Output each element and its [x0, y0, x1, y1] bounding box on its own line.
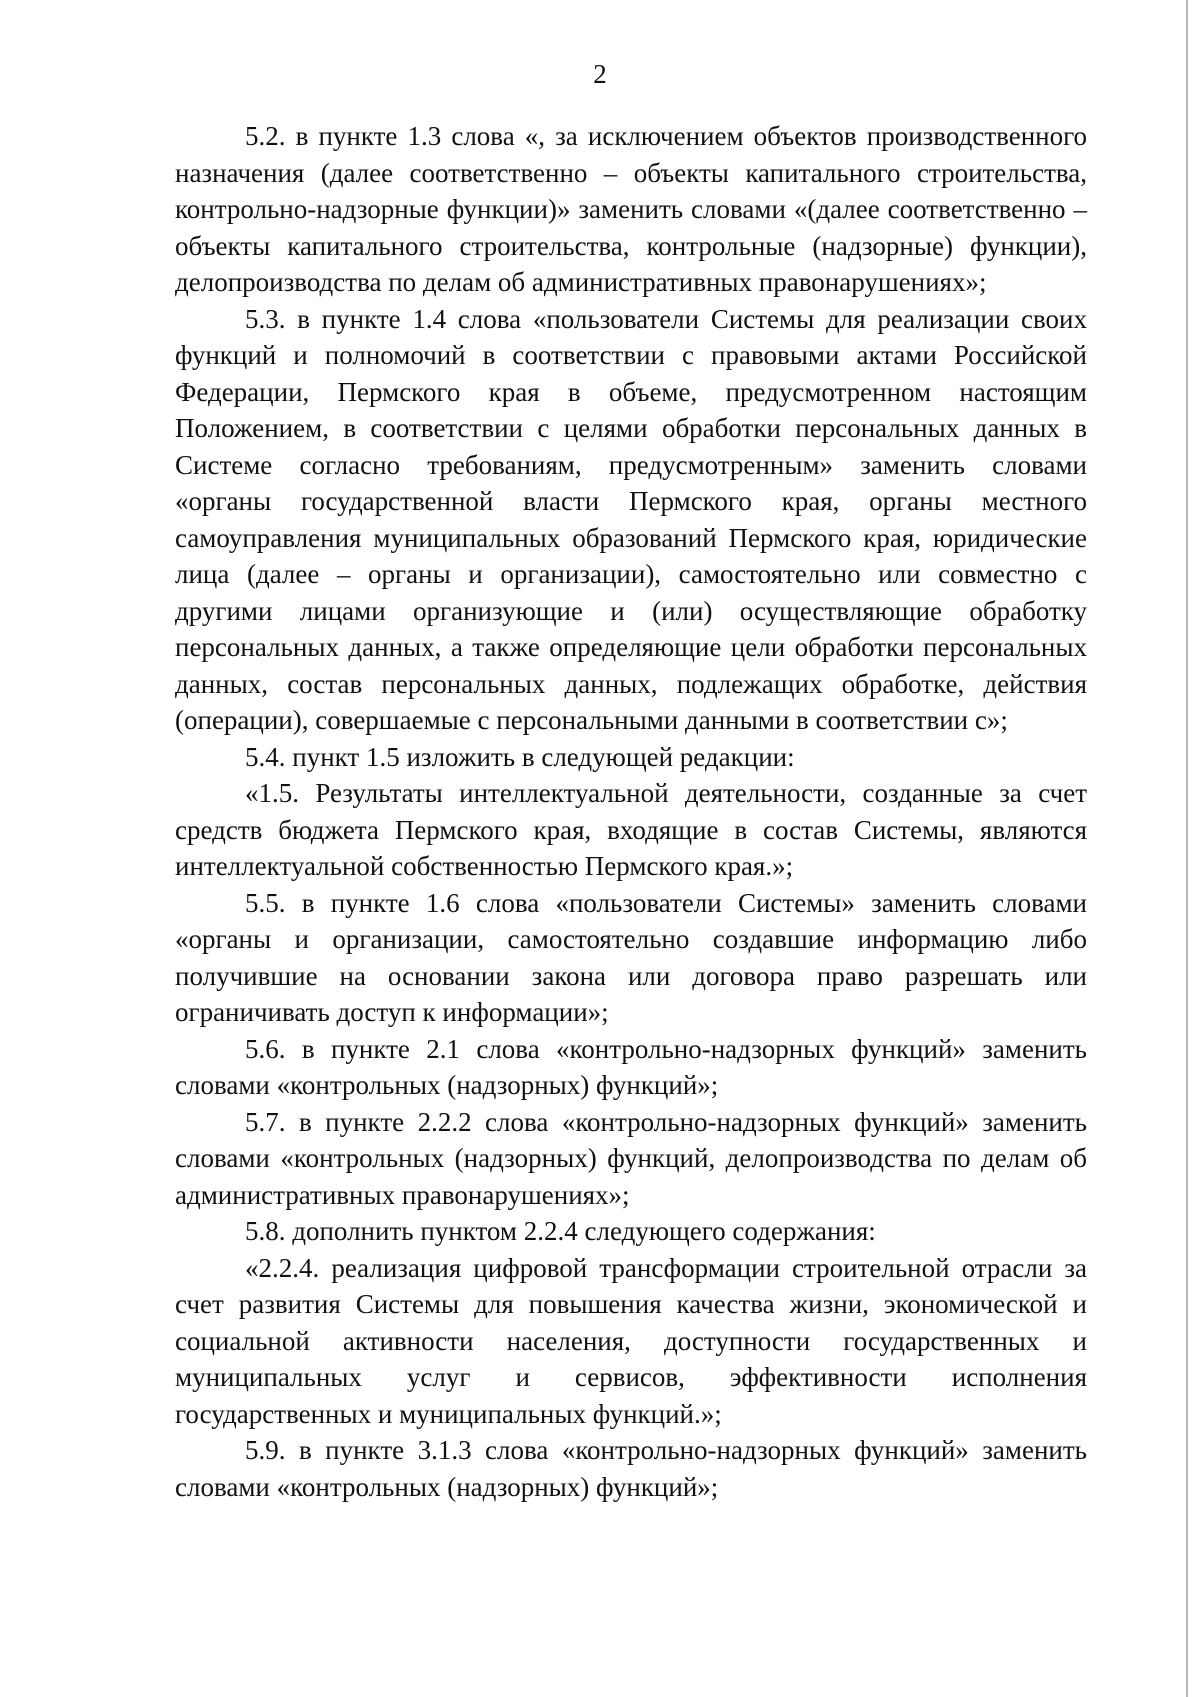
paragraph-5-5: 5.5. в пункте 1.6 слова «пользователи Системы» заменить словами «органы и организации, самостоятельно создавшие информацию либо получившие на основании закона или договора право разрешать или ограничивать доступ к информации»;: [175, 887, 1087, 1027]
paragraph-5-9: 5.9. в пункте 3.1.3 слова «контрольно-надзорных функций» заменить словами «контрольных (надзорных) функций»;: [175, 1435, 1087, 1502]
paragraph-5-2: 5.2. в пункте 1.3 слова «, за исключением объектов производственного назначения (далее соответственно – объекты капитального строительства, контрольно-надзорные функции)» заменить словами «(далее соответственно – объекты капитального строительства, контрольные (надзорные) функции), делопроизводства по делам об административных правонарушениях»;: [175, 121, 1087, 297]
page-number: 2: [593, 59, 607, 89]
page-edge-line: [1186, 0, 1188, 1697]
paragraph-5-7: 5.7. в пункте 2.2.2 слова «контрольно-надзорных функций» заменить словами «контрольных (надзорных) функций, делопроизводства по делам об административных правонарушениях»;: [175, 1106, 1087, 1210]
paragraph-5-4: 5.4. пункт 1.5 изложить в следующей редакции:: [245, 741, 795, 772]
document-body: [175, 118, 1087, 1505]
paragraph-5-6: 5.6. в пункте 2.1 слова «контрольно-надзорных функций» заменить словами «контрольных (надзорных) функций»;: [175, 1033, 1087, 1100]
paragraph-5-3: 5.3. в пункте 1.4 слова «пользователи Системы для реализации своих функций и полномочий в соответствии с правовыми актами Российской Федерации, Пермского края в объеме, предусмотренном настоящим Положением, в соответствии с целями обработки персональных данных в Системе согласно требованиям, предусмотренным» заменить словами «органы государственной власти Пермского края, органы местного самоуправления муниципальных образований Пермского края, юридические лица (далее – органы и организации), самостоятельно или совместно с другими лицами организующие и (или) осуществляющие обработку персональных данных, а также определяющие цели обработки персональных данных, состав персональных данных, подлежащих обработке, действия (операции), совершаемые с персональными данными в соответствии с»;: [175, 303, 1087, 735]
paragraph-2-2-4-quote: «2.2.4. реализация цифровой трансформации строительной отрасли за счет развития Системы для повышения качества жизни, экономической и социальной активности населения, доступности государственных и муниципальных услуг и сервисов, эффективности исполнения государственных и муниципальных функций.»;: [175, 1252, 1087, 1429]
paragraph-5-8: 5.8. дополнить пунктом 2.2.4 следующего содержания:: [245, 1216, 876, 1246]
paragraph-1-5-quote: «1.5. Результаты интеллектуальной деятельности, созданные за счет средств бюджета Пермского края, входящие в состав Системы, являются интеллектуальной собственностью Пермского края.»;: [175, 778, 1087, 881]
